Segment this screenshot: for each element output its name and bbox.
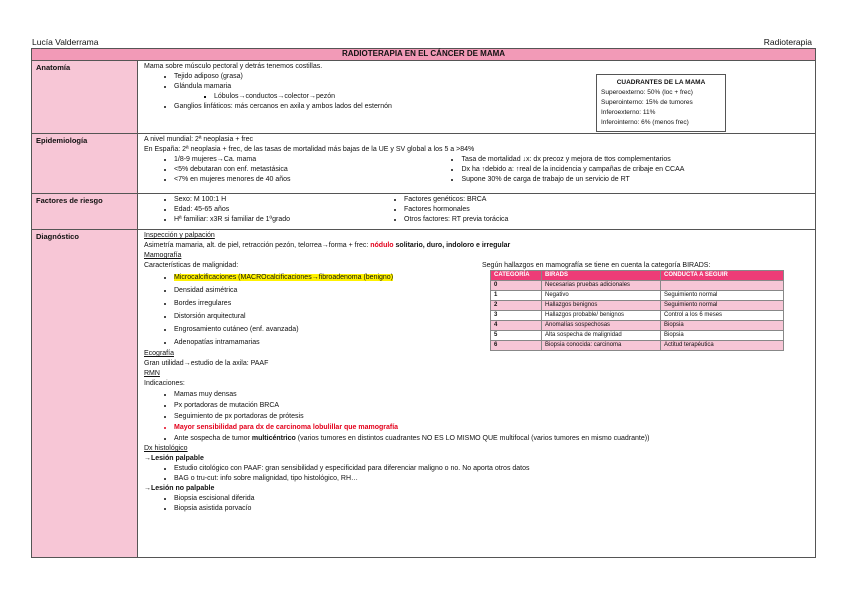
epidemiologia-content bbox=[138, 134, 816, 194]
list-item: • Glándula mamaria ▪ Lóbulos→conductos→colector→pezón bbox=[174, 82, 809, 102]
quadrant-line: Superointerno: 15% de tumores bbox=[601, 99, 693, 106]
quadrant-line: Inferoexterno: 11% bbox=[601, 109, 656, 116]
section-title: Inspección y palpación bbox=[144, 232, 215, 239]
birads-cell: Control a los 6 meses bbox=[661, 311, 784, 321]
factores-right-list bbox=[374, 195, 809, 225]
list-item: • Biopsia escisional diferida bbox=[174, 494, 809, 504]
birads-header: CATEGORÍA bbox=[491, 271, 542, 281]
list-item: • Adenopatías intramamarias bbox=[174, 336, 809, 349]
epi-line: A nivel mundial: 2ª neoplasia + frec bbox=[144, 136, 254, 143]
birads-cell: Necesarias pruebas adicionales bbox=[542, 281, 661, 291]
list-item: • Dx ha ↑debido a: ↑real de la incidencia y campañas de cribaje en CCAA bbox=[461, 165, 809, 175]
birads-cell: 5 bbox=[491, 331, 542, 341]
epi-left-list bbox=[144, 155, 431, 185]
birads-cell: 1 bbox=[491, 291, 542, 301]
list-item: • <5% debutaran con enf. metastásica bbox=[174, 165, 431, 175]
table-row bbox=[491, 281, 784, 291]
list-item: • Hª familiar: x3R si familiar de 1ºgrado bbox=[174, 215, 374, 225]
row-label-epidemiologia: Epidemiología bbox=[32, 134, 138, 194]
list-item: • Mamas muy densas bbox=[174, 389, 809, 400]
birads-cell: 3 bbox=[491, 311, 542, 321]
list-item: • Supone 30% de carga de trabajo de un servicio de RT bbox=[461, 175, 809, 185]
list-item: • 1/8-9 mujeres→Ca. mama bbox=[174, 155, 431, 165]
birads-cell: 0 bbox=[491, 281, 542, 291]
anatomia-content bbox=[138, 61, 816, 134]
non-palpable-title: →Lesión no palpable bbox=[144, 485, 215, 492]
rmn-list bbox=[144, 389, 809, 444]
subject-name: Radioterapia bbox=[763, 37, 812, 47]
table-row bbox=[491, 331, 784, 341]
section-title: RMN bbox=[144, 370, 160, 377]
author-name: Lucía Valderrama bbox=[32, 37, 99, 47]
birads-cell: Biopsia bbox=[661, 321, 784, 331]
birads-cell: Hallazgos benignos bbox=[542, 301, 661, 311]
quadrant-line: Superoexterno: 50% (loc + frec) bbox=[601, 89, 693, 96]
table-row bbox=[491, 341, 784, 351]
mamo-sub: Características de malignidad: bbox=[144, 262, 239, 269]
birads-cell: Seguimiento normal bbox=[661, 291, 784, 301]
anatomia-intro: Mama sobre músculo pectoral y detrás tenemos costillas. bbox=[144, 63, 323, 70]
palpable-list bbox=[144, 464, 809, 484]
factores-content bbox=[138, 194, 816, 230]
palpable-title: →Lesión palpable bbox=[144, 455, 204, 462]
epi-line: En España: 2ª neoplasia + frec, de las tasas de mortalidad más bajas de la UE y SV global a los 5 a >84% bbox=[144, 146, 475, 153]
inspection-text: Asimetría mamaria, alt. de piel, retracción pezón, telorrea→forma + frec: nódulo solitario, duro, indoloro e irregular bbox=[144, 242, 511, 249]
non-palpable-list bbox=[144, 494, 809, 514]
list-item: ▪ Lóbulos→conductos→colector→pezón bbox=[214, 92, 809, 102]
birads-cell: Hallazgos probable/ benignos bbox=[542, 311, 661, 321]
birads-cell: Biopsia conocida: carcinoma bbox=[542, 341, 661, 351]
birads-cell: 2 bbox=[491, 301, 542, 311]
list-item: • Edad: 45-65 años bbox=[174, 205, 374, 215]
table-row bbox=[491, 321, 784, 331]
row-label-diagnostico: Diagnóstico bbox=[32, 230, 138, 558]
list-item: • Tasa de mortalidad ↓x: dx precoz y mejora de ttos complementarios bbox=[461, 155, 809, 165]
table-row bbox=[491, 301, 784, 311]
factores-left-list bbox=[144, 195, 374, 225]
list-item: • Ganglios linfáticos: más cercanos en axila y ambos lados del esternón bbox=[174, 102, 809, 112]
birads-cell: Anomalías sospechosas bbox=[542, 321, 661, 331]
list-item: • Estudio citológico con PAAF: gran sensibilidad y especificidad para diferenciar maligno o no. No aporta otros datos bbox=[174, 464, 809, 474]
list-item: • Distorsión arquitectural bbox=[174, 310, 809, 323]
list-item: • Sexo: M 100:1 H bbox=[174, 195, 374, 205]
birads-cell bbox=[661, 281, 784, 291]
list-item: • Factores hormonales bbox=[404, 205, 809, 215]
quadrants-title: CUADRANTES DE LA MAMA bbox=[616, 79, 706, 86]
diagnostico-content bbox=[138, 230, 816, 558]
list-item: • Engrosamiento cutáneo (enf. avanzada) bbox=[174, 323, 809, 336]
nodule-highlight: nódulo bbox=[370, 242, 394, 249]
birads-caption: Según hallazgos en mamografía se tiene en cuenta la categoría BIRADS: bbox=[482, 262, 711, 269]
birads-header: CONDUCTA A SEGUIR bbox=[661, 271, 784, 281]
page-title: RADIOTERAPIA EN EL CÁNCER DE MAMA bbox=[32, 49, 816, 61]
row-label-factores: Factores de riesgo bbox=[32, 194, 138, 230]
summary-table bbox=[31, 48, 816, 558]
list-item: • Biopsia asistida porvacío bbox=[174, 504, 809, 514]
birads-cell: 4 bbox=[491, 321, 542, 331]
list-item: • BAG o tru-cut: info sobre malignidad, tipo histológico, RH… bbox=[174, 474, 809, 484]
table-row bbox=[491, 311, 784, 321]
birads-cell: Negativo bbox=[542, 291, 661, 301]
birads-header: BIRADS bbox=[542, 271, 661, 281]
list-item: • <7% en mujeres menores de 40 años bbox=[174, 175, 431, 185]
section-title: Ecografía bbox=[144, 350, 174, 357]
birads-cell: Actitud terapéutica bbox=[661, 341, 784, 351]
rmn-sub: Indicaciones: bbox=[144, 380, 185, 387]
list-item: • Factores genéticos: BRCA bbox=[404, 195, 809, 205]
birads-cell: Biopsia bbox=[661, 331, 784, 341]
quadrant-line: Inferointerno: 6% (menos frec) bbox=[601, 119, 689, 126]
birads-header-row bbox=[491, 271, 784, 281]
quadrants-box bbox=[596, 74, 726, 132]
birads-cell: Alta sospecha de malignidad bbox=[542, 331, 661, 341]
eco-text: Gran utilidad→estudio de la axila: PAAF bbox=[144, 360, 269, 367]
birads-table bbox=[490, 270, 784, 351]
list-item: • Ante sospecha de tumor multicéntrico (varios tumores en distintos cuadrantes NO ES LO MISMO QUE multifocal (varios tumores en mismo cuadrante)) bbox=[174, 433, 809, 444]
list-item: • Seguimiento de px portadoras de prótesis bbox=[174, 411, 809, 422]
list-item: • Px portadoras de mutación BRCA bbox=[174, 400, 809, 411]
list-item: • Tejido adiposo (grasa) bbox=[174, 72, 809, 82]
section-title: Dx histológico bbox=[144, 445, 188, 452]
birads-cell: 6 bbox=[491, 341, 542, 351]
list-item: • Bordes irregulares bbox=[174, 297, 809, 310]
table-row bbox=[491, 291, 784, 301]
list-item: • Microcalcificaciones (MACROcalcificaciones→fibroadenoma (benigno) bbox=[174, 271, 809, 284]
list-item: • Otros factores: RT previa torácica bbox=[404, 215, 809, 225]
section-title: Mamografía bbox=[144, 252, 182, 259]
birads-cell: Seguimiento normal bbox=[661, 301, 784, 311]
row-label-anatomia: Anatomía bbox=[32, 61, 138, 134]
list-item: • Mayor sensibilidad para dx de carcinoma lobulillar que mamografía bbox=[174, 422, 809, 433]
epi-right-list bbox=[431, 155, 809, 185]
list-item: • Densidad asimétrica bbox=[174, 284, 809, 297]
